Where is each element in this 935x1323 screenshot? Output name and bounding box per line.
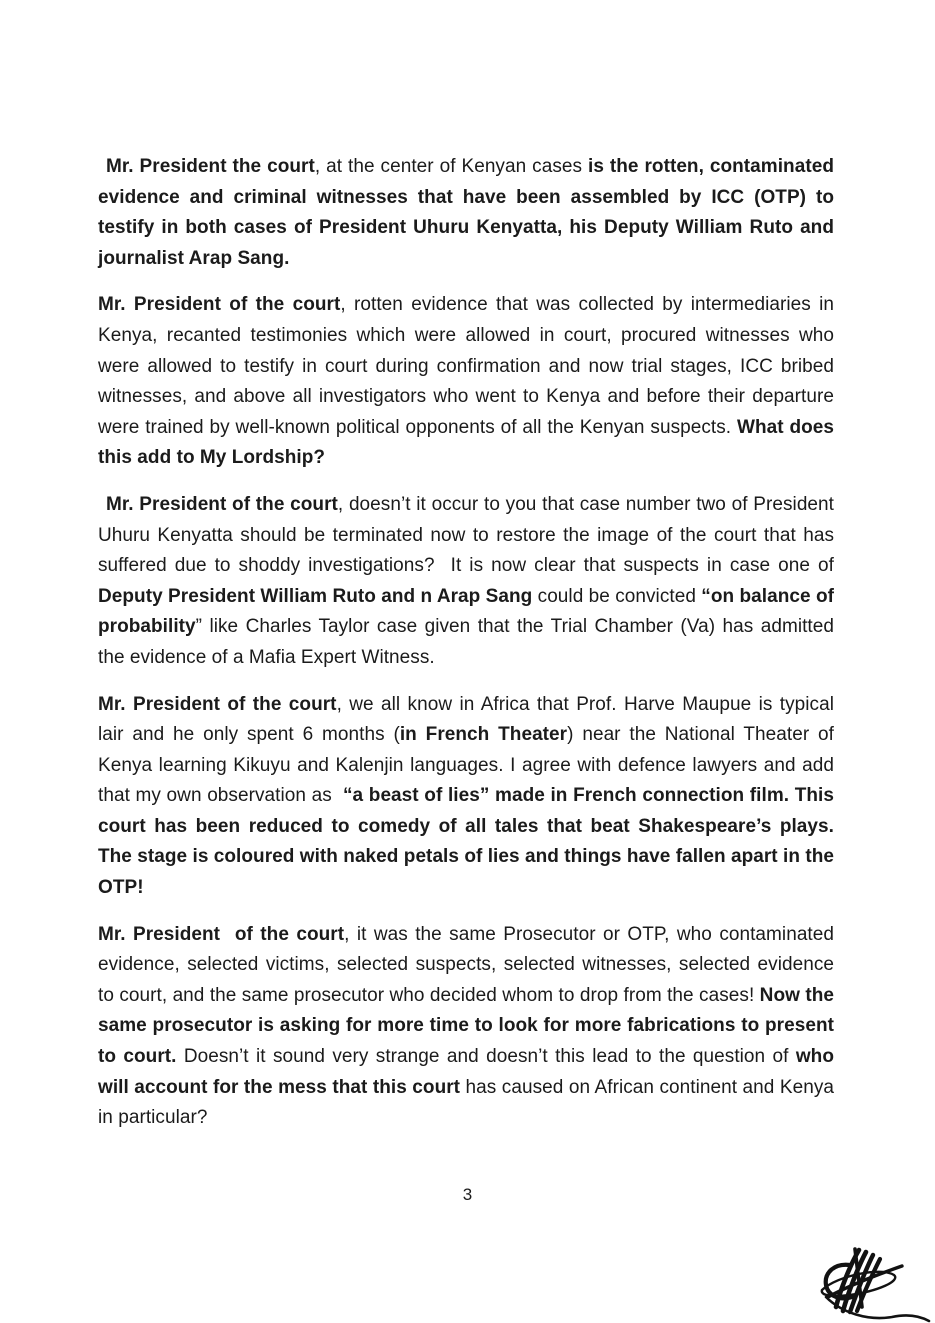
signature-scribble-icon	[798, 1233, 935, 1323]
text-run-bold: Now the same prosecutor is asking for more time to look for more fabrications to present to court.	[98, 984, 834, 1068]
paragraph-4	[98, 690, 834, 904]
text-run-bold: is the rotten, contaminated evidence and criminal witnesses that have been assembled by ICC (OTP) to testify in both cases of President Uhuru Kenyatta, his Deputy William Ruto and journalist Arap Sang.	[98, 156, 834, 269]
text-run: , at the center of Kenyan cases	[314, 156, 588, 177]
text-run-bold: who will account for the mess that this court	[98, 1046, 834, 1098]
text-run-bold: What does this add to My Lordship?	[98, 416, 834, 469]
text-run: , we all know in Africa that Prof. Harve Maupue is typical lair and he only spent 6 months (	[98, 693, 834, 746]
text-run-bold: Mr. President of the court	[106, 493, 338, 515]
text-run: ” like Charles Taylor case given that the Trial Chamber (Va) has admitted the evidence of a Mafia Expert Witness.	[98, 616, 834, 668]
document-body	[98, 152, 834, 1150]
text-run: , rotten evidence that was collected by intermediaries in Kenya, recanted testimonies which were allowed in court, procured witnesses who were allowed to testify in court during confirmation and now trial stages, ICC bribed witnesses, and above all investigators who went to Kenya and before their departure were trained by well-known political opponents of all the Kenyan suspects.	[98, 294, 834, 438]
paragraph-3	[98, 490, 834, 674]
page-number: 3	[462, 1185, 473, 1204]
text-run: Doesn’t it sound very strange and doesn’t this lead to the question of	[176, 1046, 796, 1068]
text-run: ) near the National Theater of Kenya learning Kikuyu and Kalenjin languages. I agree with defence lawyers and add that my own observation as	[98, 724, 834, 807]
paragraph-5	[98, 920, 834, 1134]
paragraph-2	[98, 290, 834, 474]
paragraph-1	[98, 152, 834, 274]
text-run-bold: “a beast of lies” made in French connection film. This court has been reduced to comedy of all tales that beat Shakespeare’s plays. The stage is coloured with naked petals of lies and things have fallen apart in the OTP!	[98, 785, 834, 899]
text-run-bold: Mr. President of the court	[98, 923, 345, 945]
text-run: could be convicted	[532, 585, 702, 607]
text-run: , it was the same Prosecutor or OTP, who contaminated evidence, selected victims, selected suspects, selected witnesses, selected evidence to court, and the same prosecutor who decided whom to drop from the cases!	[98, 923, 834, 1006]
text-run-bold: Mr. President the court	[106, 156, 315, 177]
text-run-bold: Deputy President William Ruto and n Arap Sang	[98, 585, 533, 607]
text-run-bold: “on balance of probability	[98, 585, 834, 638]
text-run: has caused on African continent and Kenya in particular?	[98, 1076, 834, 1129]
page-footer	[0, 1184, 935, 1206]
text-run-bold: Mr. President of the court	[98, 693, 337, 715]
text-run: , doesn’t it occur to you that case number two of President Uhuru Kenyatta should be terminated now to restore the image of the court that has suffered due to shoddy investigations? It is now clear that suspects in case one of	[98, 493, 834, 577]
text-run-bold: Mr. President of the court	[98, 294, 341, 316]
text-run-bold: in French Theater	[399, 724, 568, 746]
